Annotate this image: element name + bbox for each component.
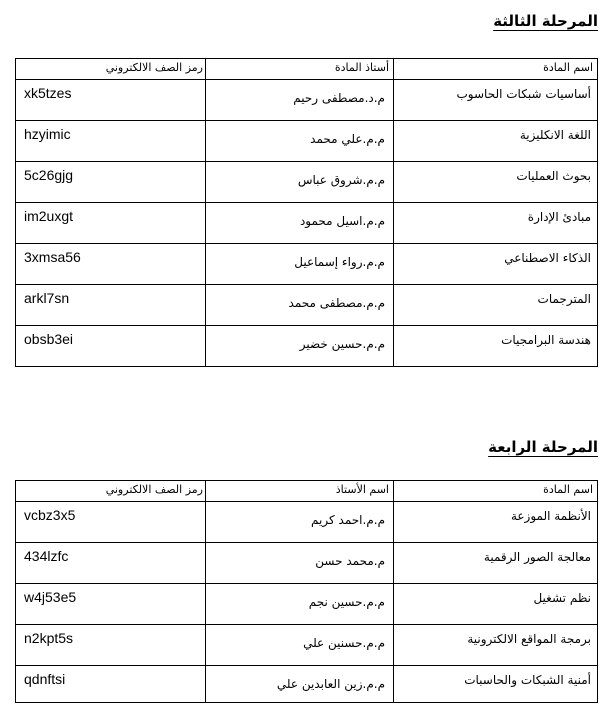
subject-name: الأنظمة الموزعة — [394, 502, 598, 543]
stage4-title: المرحلة الرابعة — [488, 438, 598, 456]
subject-name: معالجة الصور الرقمية — [394, 543, 598, 584]
table-row — [16, 666, 598, 703]
class-code: 3xmsa56 — [16, 244, 206, 285]
table-row — [16, 121, 598, 162]
subject-name: المترجمات — [394, 285, 598, 326]
class-code: arkl7sn — [16, 285, 206, 326]
subject-name: الذكاء الاصطناعي — [394, 244, 598, 285]
subject-name: أساسيات شبكات الحاسوب — [394, 80, 598, 121]
class-code: w4j53e5 — [16, 584, 206, 625]
table-header-row — [16, 481, 598, 502]
table-row — [16, 326, 598, 367]
table-row — [16, 502, 598, 543]
stage4-table — [15, 480, 598, 703]
subject-name: مبادئ الإدارة — [394, 203, 598, 244]
teacher-name: م.م.حسين خضير — [206, 326, 394, 367]
stage3-title: المرحلة الثالثة — [493, 12, 598, 30]
table-row — [16, 625, 598, 666]
class-code: vcbz3x5 — [16, 502, 206, 543]
table-header-row — [16, 59, 598, 80]
header-code: رمز الصف الالكتروني — [16, 481, 206, 502]
teacher-name: م.م.اسيل محمود — [206, 203, 394, 244]
subject-name: أمنية الشبكات والحاسبات — [394, 666, 598, 703]
table-row — [16, 285, 598, 326]
teacher-name: م.د.مصطفى رحيم — [206, 80, 394, 121]
table-row — [16, 244, 598, 285]
teacher-name: م.م.شروق عباس — [206, 162, 394, 203]
class-code: qdnftsi — [16, 666, 206, 703]
teacher-name: م.م.علي محمد — [206, 121, 394, 162]
class-code: xk5tzes — [16, 80, 206, 121]
class-code: 434lzfc — [16, 543, 206, 584]
subject-name: هندسة البرامجيات — [394, 326, 598, 367]
header-subject: اسم المادة — [394, 59, 598, 80]
header-subject: اسم المادة — [394, 481, 598, 502]
class-code: 5c26gjg — [16, 162, 206, 203]
teacher-name: م.م.حسين نجم — [206, 584, 394, 625]
teacher-name: م.محمد حسن — [206, 543, 394, 584]
table-row — [16, 543, 598, 584]
teacher-name: م.م.مصطفى محمد — [206, 285, 394, 326]
subject-name: اللغة الانكليزية — [394, 121, 598, 162]
header-teacher: أستاذ المادة — [206, 59, 394, 80]
teacher-name: م.م.زين العابدين علي — [206, 666, 394, 703]
stage3-table — [15, 58, 598, 367]
teacher-name: م.م.حسنين علي — [206, 625, 394, 666]
table-row — [16, 80, 598, 121]
header-teacher: اسم الأستاذ — [206, 481, 394, 502]
teacher-name: م.م.احمد كريم — [206, 502, 394, 543]
header-code: رمز الصف الالكتروني — [16, 59, 206, 80]
class-code: im2uxgt — [16, 203, 206, 244]
subject-name: بحوث العمليات — [394, 162, 598, 203]
table-row — [16, 584, 598, 625]
table-row — [16, 203, 598, 244]
class-code: n2kpt5s — [16, 625, 206, 666]
teacher-name: م.م.رواء إسماعيل — [206, 244, 394, 285]
class-code: obsb3ei — [16, 326, 206, 367]
table-row — [16, 162, 598, 203]
subject-name: نظم تشغيل — [394, 584, 598, 625]
subject-name: برمجة المواقع الالكترونية — [394, 625, 598, 666]
class-code: hzyimic — [16, 121, 206, 162]
